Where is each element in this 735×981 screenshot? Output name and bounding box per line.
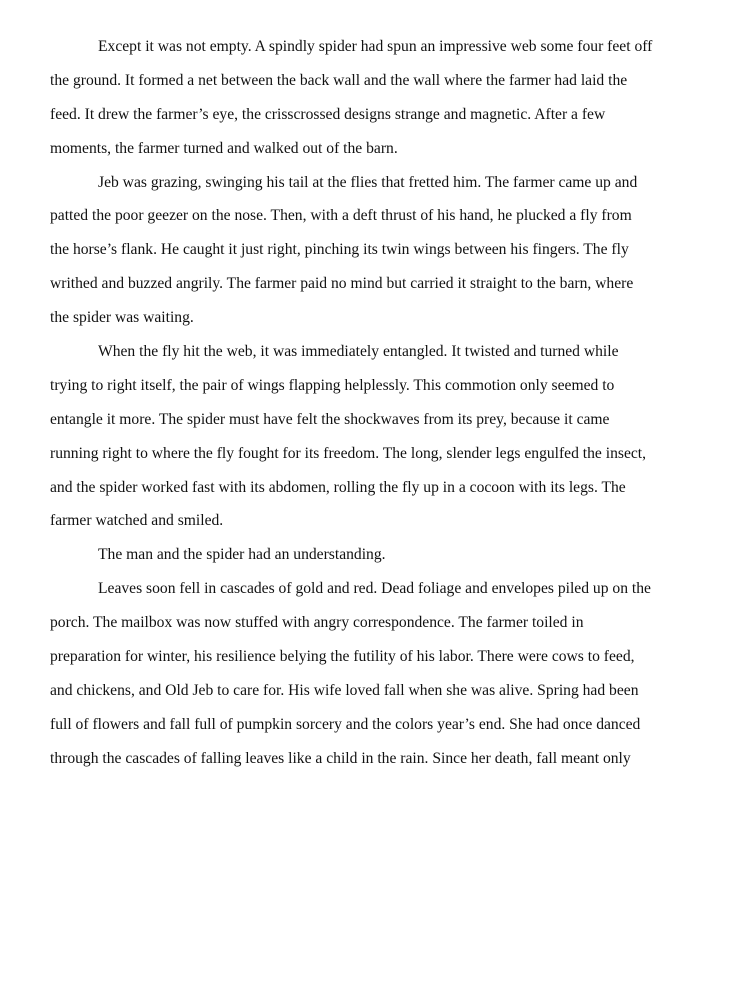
document-page bbox=[50, 30, 710, 776]
text-line: porch. The mailbox was now stuffed with angry correspondence. The farmer toiled in bbox=[50, 614, 584, 632]
paragraph bbox=[50, 30, 710, 166]
paragraph bbox=[50, 166, 710, 335]
text-line: patted the poor geezer on the nose. Then, with a deft thrust of his hand, he plucked a fly from bbox=[50, 207, 632, 225]
text-line: and the spider worked fast with its abdomen, rolling the fly up in a cocoon with its legs. The bbox=[50, 478, 626, 496]
paragraph bbox=[50, 538, 710, 572]
paragraph bbox=[50, 335, 710, 538]
text-line: preparation for winter, his resilience belying the futility of his labor. There were cows to feed, bbox=[50, 648, 635, 666]
text-line: the spider was waiting. bbox=[50, 309, 194, 327]
text-line: The man and the spider had an understanding. bbox=[98, 546, 386, 564]
text-line: and chickens, and Old Jeb to care for. His wife loved fall when she was alive. Spring had been bbox=[50, 681, 639, 699]
text-line: farmer watched and smiled. bbox=[50, 512, 224, 530]
text-line: running right to where the fly fought for its freedom. The long, slender legs engulfed the insect, bbox=[50, 444, 647, 462]
text-line: entangle it more. The spider must have felt the shockwaves from its prey, because it came bbox=[50, 410, 610, 428]
text-line: feed. It drew the farmer’s eye, the crisscrossed designs strange and magnetic. After a few bbox=[50, 105, 606, 123]
text-line: writhed and buzzed angrily. The farmer paid no mind but carried it straight to the barn, where bbox=[50, 275, 634, 293]
text-line: through the cascades of falling leaves like a child in the rain. Since her death, fall meant only bbox=[50, 749, 631, 767]
text-line: the horse’s flank. He caught it just right, pinching its twin wings between his fingers. The fly bbox=[50, 241, 629, 259]
text-line: moments, the farmer turned and walked out of the barn. bbox=[50, 139, 398, 157]
text-line: full of flowers and fall full of pumpkin sorcery and the colors year’s end. She had once danced bbox=[50, 715, 641, 733]
text-line: Jeb was grazing, swinging his tail at the flies that fretted him. The farmer came up and bbox=[98, 173, 638, 191]
text-line: the ground. It formed a net between the back wall and the wall where the farmer had laid the bbox=[50, 71, 628, 89]
paragraph bbox=[50, 572, 710, 775]
text-line: trying to right itself, the pair of wings flapping helplessly. This commotion only seemed to bbox=[50, 376, 615, 394]
text-line: Except it was not empty. A spindly spider had spun an impressive web some four feet off bbox=[98, 38, 653, 55]
text-line: Leaves soon fell in cascades of gold and red. Dead foliage and envelopes piled up on the bbox=[98, 580, 651, 598]
text-line: When the fly hit the web, it was immediately entangled. It twisted and turned while bbox=[98, 343, 619, 361]
